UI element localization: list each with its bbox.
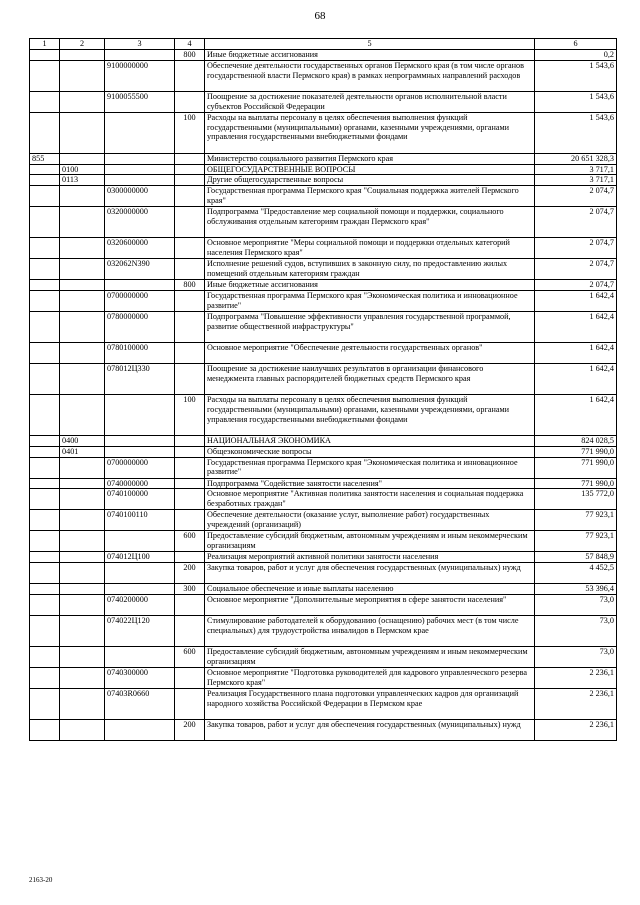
cell-target-code	[105, 164, 175, 175]
cell-amount: 2 236,1	[535, 719, 617, 740]
table-row	[30, 238, 617, 259]
cell-target-code: 074022Ц120	[105, 615, 175, 646]
cell-expense-type	[175, 489, 205, 510]
cell-description: Государственная программа Пермского края "Экономическая политика и инновационное развитие"	[205, 290, 535, 311]
cell-ministry-code	[30, 394, 60, 435]
cell-section-code	[60, 342, 105, 363]
cell-description: Обеспечение деятельности (оказание услуг, выполнение работ) государственных учреждений (организаций)	[205, 510, 535, 531]
table-row	[30, 280, 617, 291]
cell-amount: 771 990,0	[535, 446, 617, 457]
cell-ministry-code	[30, 207, 60, 238]
cell-description: ОБЩЕГОСУДАРСТВЕННЫЕ ВОПРОСЫ	[205, 164, 535, 175]
cell-ministry-code	[30, 688, 60, 719]
cell-target-code: 0320600000	[105, 238, 175, 259]
cell-expense-type	[175, 342, 205, 363]
cell-description: Общеэкономические вопросы	[205, 446, 535, 457]
cell-amount: 2 074,7	[535, 259, 617, 280]
cell-expense-type	[175, 688, 205, 719]
cell-ministry-code	[30, 531, 60, 552]
table-row	[30, 646, 617, 667]
cell-section-code	[60, 667, 105, 688]
table-row	[30, 688, 617, 719]
cell-description: Поощрение за достижение показателей деятельности органов исполнительной власти субъектов Российской Федерации	[205, 91, 535, 112]
cell-expense-type	[175, 290, 205, 311]
cell-amount: 4 452,5	[535, 563, 617, 584]
cell-expense-type: 100	[175, 112, 205, 153]
cell-target-code: 9100000000	[105, 60, 175, 91]
cell-ministry-code	[30, 489, 60, 510]
cell-amount: 1 642,4	[535, 311, 617, 342]
cell-section-code: 0113	[60, 175, 105, 186]
cell-section-code	[60, 531, 105, 552]
cell-expense-type: 600	[175, 646, 205, 667]
cell-expense-type	[175, 363, 205, 394]
cell-target-code	[105, 394, 175, 435]
cell-expense-type: 800	[175, 280, 205, 291]
cell-expense-type	[175, 91, 205, 112]
cell-section-code	[60, 615, 105, 646]
cell-amount: 1 642,4	[535, 290, 617, 311]
cell-ministry-code	[30, 259, 60, 280]
cell-ministry-code	[30, 363, 60, 394]
cell-ministry-code	[30, 446, 60, 457]
cell-amount: 2 236,1	[535, 667, 617, 688]
cell-target-code: 0740100000	[105, 489, 175, 510]
cell-ministry-code	[30, 175, 60, 186]
table-row	[30, 531, 617, 552]
cell-ministry-code	[30, 594, 60, 615]
cell-amount: 3 717,1	[535, 175, 617, 186]
cell-description: НАЦИОНАЛЬНАЯ ЭКОНОМИКА	[205, 435, 535, 446]
cell-amount: 53 396,4	[535, 584, 617, 595]
cell-section-code	[60, 153, 105, 164]
cell-amount: 1 642,4	[535, 363, 617, 394]
cell-section-code	[60, 112, 105, 153]
cell-section-code	[60, 259, 105, 280]
cell-expense-type	[175, 311, 205, 342]
cell-ministry-code	[30, 615, 60, 646]
cell-ministry-code	[30, 238, 60, 259]
cell-amount: 73,0	[535, 615, 617, 646]
cell-section-code	[60, 688, 105, 719]
cell-target-code: 07403R0660	[105, 688, 175, 719]
cell-target-code	[105, 584, 175, 595]
table-row	[30, 394, 617, 435]
cell-expense-type	[175, 510, 205, 531]
cell-amount: 2 074,7	[535, 186, 617, 207]
cell-expense-type: 800	[175, 50, 205, 61]
cell-amount: 2 074,7	[535, 207, 617, 238]
cell-expense-type	[175, 615, 205, 646]
cell-target-code	[105, 153, 175, 164]
column-header: 3	[105, 39, 175, 50]
cell-target-code: 0740100110	[105, 510, 175, 531]
cell-ministry-code	[30, 342, 60, 363]
cell-description: Расходы на выплаты персоналу в целях обеспечения выполнения функций государственными (муниципальными) органами, казенными учреждениями, органами управления государственными внебюджетными фондами	[205, 112, 535, 153]
column-header: 2	[60, 39, 105, 50]
cell-section-code	[60, 552, 105, 563]
column-header: 6	[535, 39, 617, 50]
cell-section-code	[60, 290, 105, 311]
cell-ministry-code	[30, 584, 60, 595]
column-header: 4	[175, 39, 205, 50]
cell-target-code: 078012Ц330	[105, 363, 175, 394]
cell-description: Основное мероприятие "Дополнительные мероприятия в сфере занятости населения"	[205, 594, 535, 615]
cell-section-code: 0400	[60, 435, 105, 446]
cell-target-code	[105, 446, 175, 457]
cell-amount: 73,0	[535, 594, 617, 615]
cell-section-code	[60, 91, 105, 112]
cell-amount: 771 990,0	[535, 457, 617, 478]
table-row	[30, 667, 617, 688]
cell-ministry-code	[30, 435, 60, 446]
cell-target-code: 074012Ц100	[105, 552, 175, 563]
cell-amount: 1 642,4	[535, 342, 617, 363]
cell-expense-type	[175, 259, 205, 280]
table-row	[30, 584, 617, 595]
table-row	[30, 446, 617, 457]
cell-description: Обеспечение деятельности государственных органов Пермского края (в том числе органов государственной власти Пермского края) в рамках непрограммных направлений расходов	[205, 60, 535, 91]
cell-ministry-code	[30, 311, 60, 342]
page-number: 68	[314, 10, 326, 22]
table-row	[30, 164, 617, 175]
cell-ministry-code	[30, 457, 60, 478]
cell-target-code: 9100055500	[105, 91, 175, 112]
table-row	[30, 510, 617, 531]
cell-ministry-code: 855	[30, 153, 60, 164]
cell-expense-type	[175, 238, 205, 259]
cell-target-code	[105, 112, 175, 153]
cell-amount: 135 772,0	[535, 489, 617, 510]
cell-section-code	[60, 394, 105, 435]
cell-description: Иные бюджетные ассигнования	[205, 50, 535, 61]
cell-target-code	[105, 50, 175, 61]
cell-target-code	[105, 719, 175, 740]
header-row	[30, 39, 617, 50]
cell-expense-type	[175, 186, 205, 207]
cell-target-code	[105, 563, 175, 584]
table-row	[30, 342, 617, 363]
cell-description: Социальное обеспечение и иные выплаты населению	[205, 584, 535, 595]
cell-amount: 77 923,1	[535, 531, 617, 552]
cell-section-code	[60, 646, 105, 667]
cell-ministry-code	[30, 290, 60, 311]
cell-ministry-code	[30, 478, 60, 489]
table-row	[30, 615, 617, 646]
cell-ministry-code	[30, 186, 60, 207]
cell-section-code	[60, 280, 105, 291]
cell-amount: 57 848,9	[535, 552, 617, 563]
cell-section-code	[60, 311, 105, 342]
cell-amount: 2 236,1	[535, 688, 617, 719]
cell-description: Основное мероприятие "Активная политика занятости населения и социальная поддержка безработных граждан"	[205, 489, 535, 510]
cell-section-code	[60, 478, 105, 489]
cell-section-code	[60, 238, 105, 259]
cell-amount: 1 543,6	[535, 60, 617, 91]
column-header: 5	[205, 39, 535, 50]
cell-ministry-code	[30, 60, 60, 91]
table-row	[30, 363, 617, 394]
cell-section-code	[60, 510, 105, 531]
footer-code: 2163-20	[29, 876, 53, 884]
cell-ministry-code	[30, 50, 60, 61]
cell-description: Расходы на выплаты персоналу в целях обеспечения выполнения функций государственными (муниципальными) органами, казенными учреждениями, органами управления государственными внебюджетными фондами	[205, 394, 535, 435]
cell-amount: 77 923,1	[535, 510, 617, 531]
cell-ministry-code	[30, 719, 60, 740]
cell-ministry-code	[30, 280, 60, 291]
table-row	[30, 478, 617, 489]
table-row	[30, 153, 617, 164]
cell-expense-type	[175, 552, 205, 563]
table-row	[30, 594, 617, 615]
cell-ministry-code	[30, 552, 60, 563]
cell-target-code: 0780000000	[105, 311, 175, 342]
cell-target-code: 032062N390	[105, 259, 175, 280]
cell-expense-type: 200	[175, 563, 205, 584]
table-row	[30, 259, 617, 280]
cell-expense-type	[175, 594, 205, 615]
cell-expense-type	[175, 667, 205, 688]
table-row	[30, 112, 617, 153]
cell-description: Подпрограмма "Содействие занятости населения"	[205, 478, 535, 489]
cell-target-code: 0780100000	[105, 342, 175, 363]
cell-expense-type: 300	[175, 584, 205, 595]
cell-amount: 824 028,5	[535, 435, 617, 446]
cell-amount: 3 717,1	[535, 164, 617, 175]
cell-expense-type	[175, 435, 205, 446]
table-row	[30, 91, 617, 112]
cell-description: Основное мероприятие "Подготовка руководителей для кадрового управленческого резерва Пермского края"	[205, 667, 535, 688]
cell-target-code	[105, 435, 175, 446]
cell-target-code: 0740000000	[105, 478, 175, 489]
budget-table	[29, 38, 617, 741]
cell-expense-type	[175, 164, 205, 175]
column-header: 1	[30, 39, 60, 50]
cell-section-code	[60, 60, 105, 91]
cell-amount: 2 074,7	[535, 280, 617, 291]
cell-description: Министерство социального развития Пермского края	[205, 153, 535, 164]
cell-section-code	[60, 50, 105, 61]
cell-description: Подпрограмма "Повышение эффективности управления государственной программой, развитие общественной инфраструктуры"	[205, 311, 535, 342]
cell-description: Реализация мероприятий активной политики занятости населения	[205, 552, 535, 563]
cell-description: Стимулирование работодателей к оборудованию (оснащению) рабочих мест (в том числе специальных) для трудоустройства инвалидов в Пермском крае	[205, 615, 535, 646]
cell-ministry-code	[30, 112, 60, 153]
cell-target-code	[105, 646, 175, 667]
table-row	[30, 290, 617, 311]
cell-target-code: 0700000000	[105, 290, 175, 311]
table-row	[30, 207, 617, 238]
cell-target-code	[105, 531, 175, 552]
cell-target-code: 0740300000	[105, 667, 175, 688]
cell-ministry-code	[30, 667, 60, 688]
cell-target-code: 0740200000	[105, 594, 175, 615]
cell-description: Реализация Государственного плана подготовки управленческих кадров для организаций народного хозяйства Российской Федерации в Пермском крае	[205, 688, 535, 719]
cell-ministry-code	[30, 563, 60, 584]
cell-expense-type: 100	[175, 394, 205, 435]
cell-amount: 73,0	[535, 646, 617, 667]
cell-expense-type	[175, 457, 205, 478]
cell-expense-type	[175, 478, 205, 489]
cell-section-code	[60, 719, 105, 740]
cell-description: Закупка товаров, работ и услуг для обеспечения государственных (муниципальных) нужд	[205, 563, 535, 584]
cell-target-code	[105, 280, 175, 291]
cell-description: Основное мероприятие "Обеспечение деятельности государственных органов"	[205, 342, 535, 363]
cell-amount: 1 543,6	[535, 112, 617, 153]
cell-expense-type	[175, 60, 205, 91]
table-row	[30, 186, 617, 207]
cell-ministry-code	[30, 646, 60, 667]
table-row	[30, 50, 617, 61]
cell-description: Предоставление субсидий бюджетным, автономным учреждениям и иным некоммерческим организациям	[205, 531, 535, 552]
cell-target-code: 0320000000	[105, 207, 175, 238]
cell-description: Поощрение за достижение наилучших результатов в организации финансового менеджмента главных распорядителей бюджетных средств Пермского края	[205, 363, 535, 394]
cell-amount: 1 642,4	[535, 394, 617, 435]
table-row	[30, 457, 617, 478]
cell-expense-type: 200	[175, 719, 205, 740]
cell-amount: 0,2	[535, 50, 617, 61]
table-body	[30, 50, 617, 741]
cell-target-code: 0700000000	[105, 457, 175, 478]
table-row	[30, 489, 617, 510]
table-row	[30, 563, 617, 584]
cell-description: Основное мероприятие "Меры социальной помощи и поддержки отдельных категорий населения Пермского края"	[205, 238, 535, 259]
cell-ministry-code	[30, 164, 60, 175]
cell-expense-type	[175, 153, 205, 164]
cell-section-code	[60, 594, 105, 615]
cell-description: Иные бюджетные ассигнования	[205, 280, 535, 291]
table-row	[30, 311, 617, 342]
cell-description: Предоставление субсидий бюджетным, автономным учреждениям и иным некоммерческим организациям	[205, 646, 535, 667]
cell-section-code: 0401	[60, 446, 105, 457]
cell-section-code: 0100	[60, 164, 105, 175]
cell-description: Закупка товаров, работ и услуг для обеспечения государственных (муниципальных) нужд	[205, 719, 535, 740]
table-row	[30, 435, 617, 446]
cell-description: Другие общегосударственные вопросы	[205, 175, 535, 186]
cell-amount: 2 074,7	[535, 238, 617, 259]
cell-expense-type	[175, 446, 205, 457]
cell-section-code	[60, 584, 105, 595]
cell-expense-type: 600	[175, 531, 205, 552]
cell-target-code: 0300000000	[105, 186, 175, 207]
cell-description: Исполнение решений судов, вступивших в законную силу, по предоставлению жилых помещений отдельным категориям граждан	[205, 259, 535, 280]
table-row	[30, 719, 617, 740]
cell-description: Государственная программа Пермского края "Экономическая политика и инновационное развитие"	[205, 457, 535, 478]
cell-expense-type	[175, 207, 205, 238]
cell-section-code	[60, 457, 105, 478]
cell-expense-type	[175, 175, 205, 186]
cell-section-code	[60, 489, 105, 510]
table-row	[30, 175, 617, 186]
cell-description: Подпрограмма "Предоставление мер социальной помощи и поддержки, социального обслуживания отдельным категориям граждан Пермского края"	[205, 207, 535, 238]
cell-target-code	[105, 175, 175, 186]
cell-ministry-code	[30, 91, 60, 112]
cell-section-code	[60, 207, 105, 238]
cell-section-code	[60, 363, 105, 394]
cell-amount: 771 990,0	[535, 478, 617, 489]
cell-amount: 1 543,6	[535, 91, 617, 112]
cell-description: Государственная программа Пермского края "Социальная поддержка жителей Пермского края"	[205, 186, 535, 207]
table-row	[30, 60, 617, 91]
cell-amount: 20 651 328,3	[535, 153, 617, 164]
cell-section-code	[60, 186, 105, 207]
cell-section-code	[60, 563, 105, 584]
table-row	[30, 552, 617, 563]
cell-ministry-code	[30, 510, 60, 531]
